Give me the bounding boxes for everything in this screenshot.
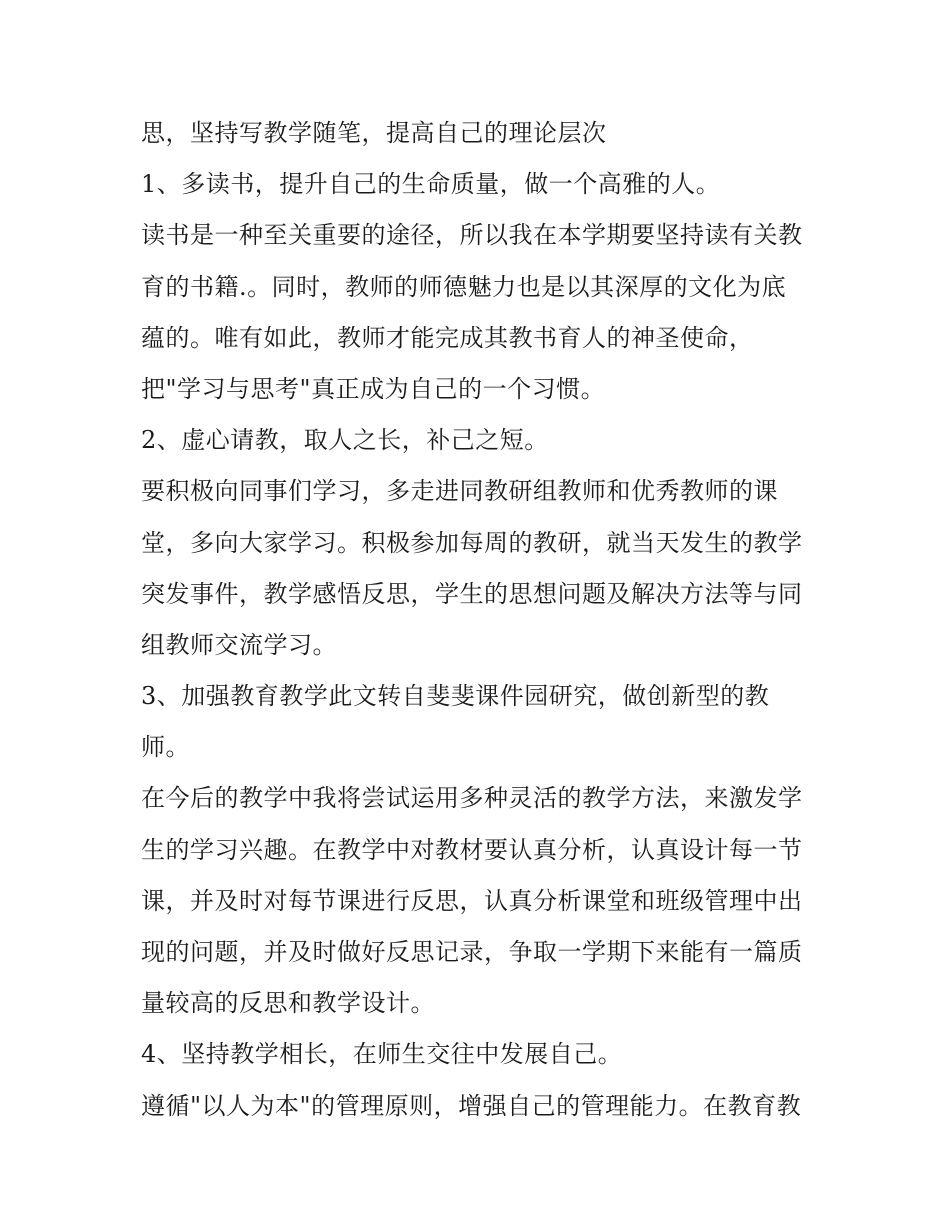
text-line: 突发事件，教学感悟反思，学生的思想问题及解决方法等与同	[141, 579, 803, 608]
text-line: 蕴的。唯有如此，教师才能完成其教书育人的神圣使命，	[141, 323, 754, 352]
text-line: 把"学习与思考"真正成为自己的一个习惯。	[141, 374, 606, 403]
document-body	[141, 108, 821, 1132]
section-heading-2: 2、虚心请教，取人之长，补己之短。	[141, 426, 549, 455]
text-line: 思，坚持写教学随笔，提高自己的理论层次	[141, 119, 607, 147]
text-line: 读书是一种至关重要的途径，所以我在本学期要坚持读有关教	[141, 221, 803, 250]
section-heading-1: 1、多读书，提升自己的生命质量，做一个高雅的人。	[141, 170, 721, 199]
section-heading-3: 3、加强教育教学此文转自斐斐课件园研究，做创新型的教	[141, 682, 770, 711]
text-line: 组教师交流学习。	[141, 630, 337, 659]
text-line: 堂，多向大家学习。积极参加每周的教研，就当天发生的教学	[141, 528, 803, 557]
section-heading-4: 4、坚持教学相长，在师生交往中发展自己。	[141, 1040, 623, 1069]
text-line: 课，并及时对每节课进行反思，认真分析课堂和班级管理中出	[141, 886, 803, 915]
text-line: 要积极向同事们学习，多走进同教研组教师和优秀教师的课	[141, 477, 778, 506]
text-line: 育的书籍.。同时，教师的师德魅力也是以其深厚的文化为底	[141, 272, 787, 301]
section-heading-3-continued: 师。	[141, 733, 190, 762]
text-line: 量较高的反思和教学设计。	[141, 989, 435, 1018]
text-line: 生的学习兴趣。在教学中对教材要认真分析，认真设计每一节	[141, 835, 803, 864]
text-line: 遵循"以人为本"的管理原则，增强自己的管理能力。在教育教	[141, 1091, 802, 1120]
text-line: 在今后的教学中我将尝试运用多种灵活的教学方法，来激发学	[141, 784, 803, 813]
text-line: 现的问题，并及时做好反思记录，争取一学期下来能有一篇质	[141, 938, 803, 966]
